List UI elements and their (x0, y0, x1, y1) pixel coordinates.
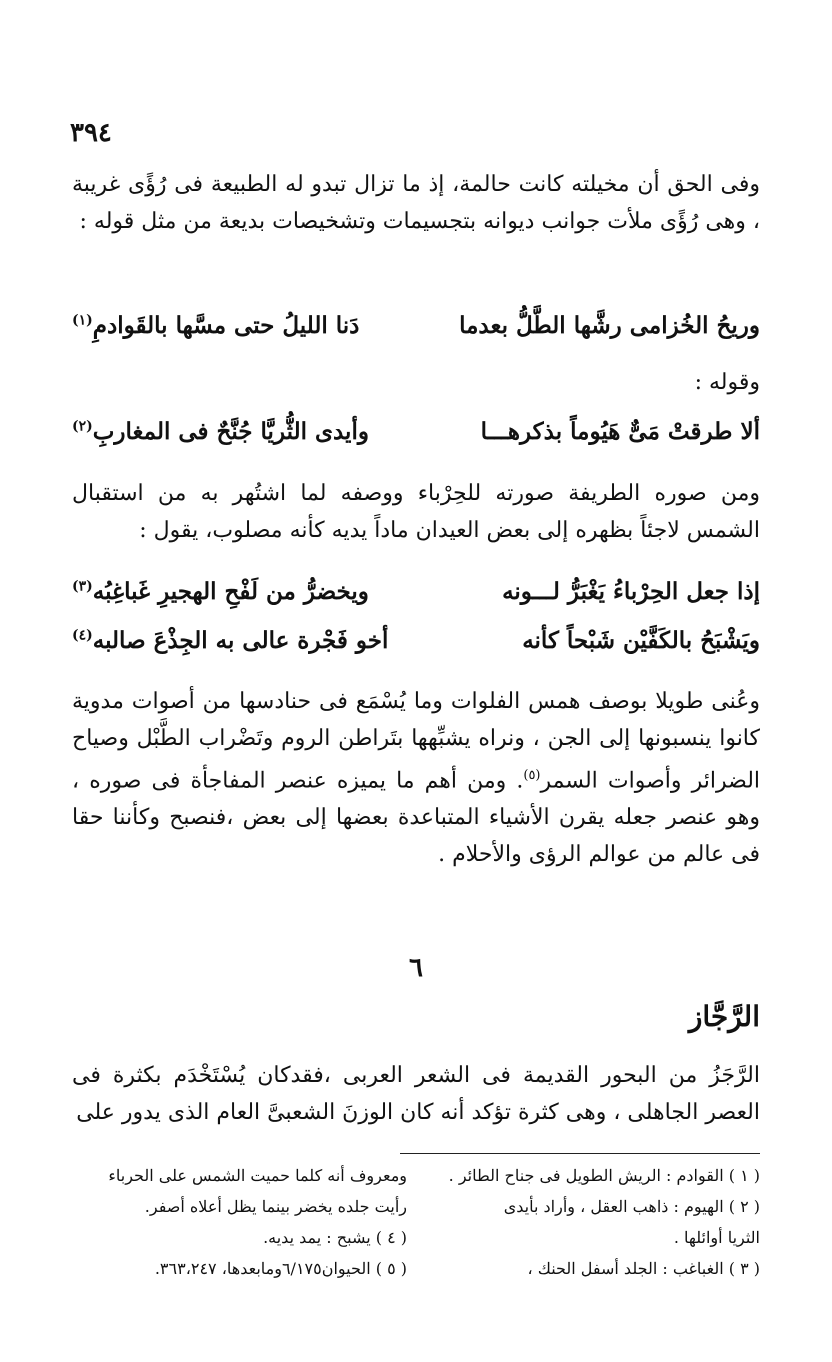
verse-2-second-hemistich (72, 418, 369, 445)
footnotes-right-column (442, 1160, 760, 1284)
paragraph-desert-sounds-text: وعُنى طويلا بوصف همس الفلوات وما يُسْمَع فى حنادسها من أصوات مدوية كانوا ينسبونها إلى الجن ، ونراه يشبِّهها بتَراطن الروم وتَضْراب الطَّبْل وصياح الضرائر وأصوات السمر (72, 689, 761, 794)
paragraph-rajaz: الرَّجَزُ من البحور القديمة فى الشعر العربى ،فقدكان يُسْتَخْدَم بكثرة فى العصر الجاهلى ، وهى كثرة تؤكد أنه كان الوزنَ الشعبىَّ العام الذى يدور على (72, 1063, 760, 1125)
paragraph-chameleon: ومن صوره الطريفة صورته للحِرْباء ووصفه لما اشتُهر به من استقبال الشمس لاجئاً بظهره إلى بعض العيدان ماداً يديه كأنه مصلوب، يقول : (72, 481, 760, 543)
footnote-line: ( ١ ) القوادم : الريش الطويل فى جناح الطائر . (448, 1166, 760, 1185)
verse-1-second-hemistich-text: دَنا الليلُ حتى مسَّها بالقَوادمِ (92, 312, 360, 339)
verse-line-3 (72, 578, 760, 618)
footnote-line: ( ٥ ) الحيوان٦/١٧٥ومابعدها، ٣٦٣،٢٤٧. (154, 1259, 407, 1278)
footnote-line: ومعروف أنه كلما حميت الشمس على الحرباء (108, 1166, 407, 1185)
verse-4-second-hemistich (72, 627, 388, 654)
paragraph-intro: وفى الحق أن مخيلته كانت حالمة، إذ ما تزال تبدو له الطبيعة فى رُؤًى غريبة ، وهى رُؤًى ملأت جوانب ديوانه بتجسيمات وتشخيصات بديعة من مثل قوله : (72, 172, 760, 234)
footnote-line: رأيت جلده يخضر بينما يظل أعلاه أصفر. (144, 1197, 407, 1216)
verse-4-first-hemistich: ويَشْبَحُ بالكَفَّيْن شَبْحاً كأنه (522, 627, 760, 654)
footnote-line: ( ٤ ) يشبح : يمد يديه. (263, 1228, 407, 1247)
verse-2-second-hemistich-text: وأيدى الثُّريَّا جُنَّحٌ فى المغاربِ (92, 418, 369, 445)
footnote-ref-4: (٤) (72, 627, 93, 644)
verse-1-second-hemistich (72, 312, 359, 339)
verse-2-first-hemistich: ألا طرقتْ مَىٌّ هَيُوماً بذكرهـــا (480, 418, 760, 445)
footnote-divider (400, 1153, 760, 1154)
verse-3-first-hemistich: إذا جعل الحِرْباءُ يَغْبَرُّ لـــونه (502, 578, 760, 605)
footnote-ref-2: (٢) (72, 418, 93, 435)
footnote-ref-5: (٥) (523, 768, 541, 783)
section-title: الرَّجَّاز (688, 1000, 760, 1033)
footnotes-left-column (72, 1160, 407, 1284)
verse-4-second-hemistich-text: أخو فَجْرة عالى به الجِذْعَ صالبه (92, 627, 389, 654)
verse-3-second-hemistich-text: ويخضرُّ من لَفْحِ الهجيرِ غَباغِبُه (92, 578, 369, 605)
verse-line-2 (72, 418, 760, 458)
footnote-ref-3: (٣) (72, 578, 93, 595)
footnote-line: ( ٣ ) الغباغب : الجلد أسفل الحنك ، (527, 1259, 760, 1278)
paragraph-desert-sounds-end: . ومن أهم ما يميزه عنصر المفاجأة فى صوره ، وهو عنصر جعله يقرن الأشياء المتباعدة بعضها إلى بعض ،فنصبح وكأننا حقا فى عالم من عوالم الرؤى والأحلام . (72, 768, 760, 868)
section-number: ٦ (409, 953, 423, 983)
and-his-saying: وقوله : (694, 370, 760, 395)
verse-3-second-hemistich (72, 578, 369, 605)
verse-line-4 (72, 627, 760, 667)
footnote-ref-1: (١) (72, 312, 93, 329)
paragraph-desert-sounds (72, 683, 760, 873)
footnote-line: الثريا أوائلها . (673, 1228, 760, 1247)
page-number: ٣٩٤ (70, 118, 112, 148)
verse-1-first-hemistich: وريحُ الخُزامى رشَّها الطَّلُّ بعدما (459, 312, 760, 339)
verse-line-1 (72, 312, 760, 352)
footnote-line: ( ٢ ) الهيوم : ذاهب العقل ، وأراد بأيدى (503, 1197, 760, 1216)
